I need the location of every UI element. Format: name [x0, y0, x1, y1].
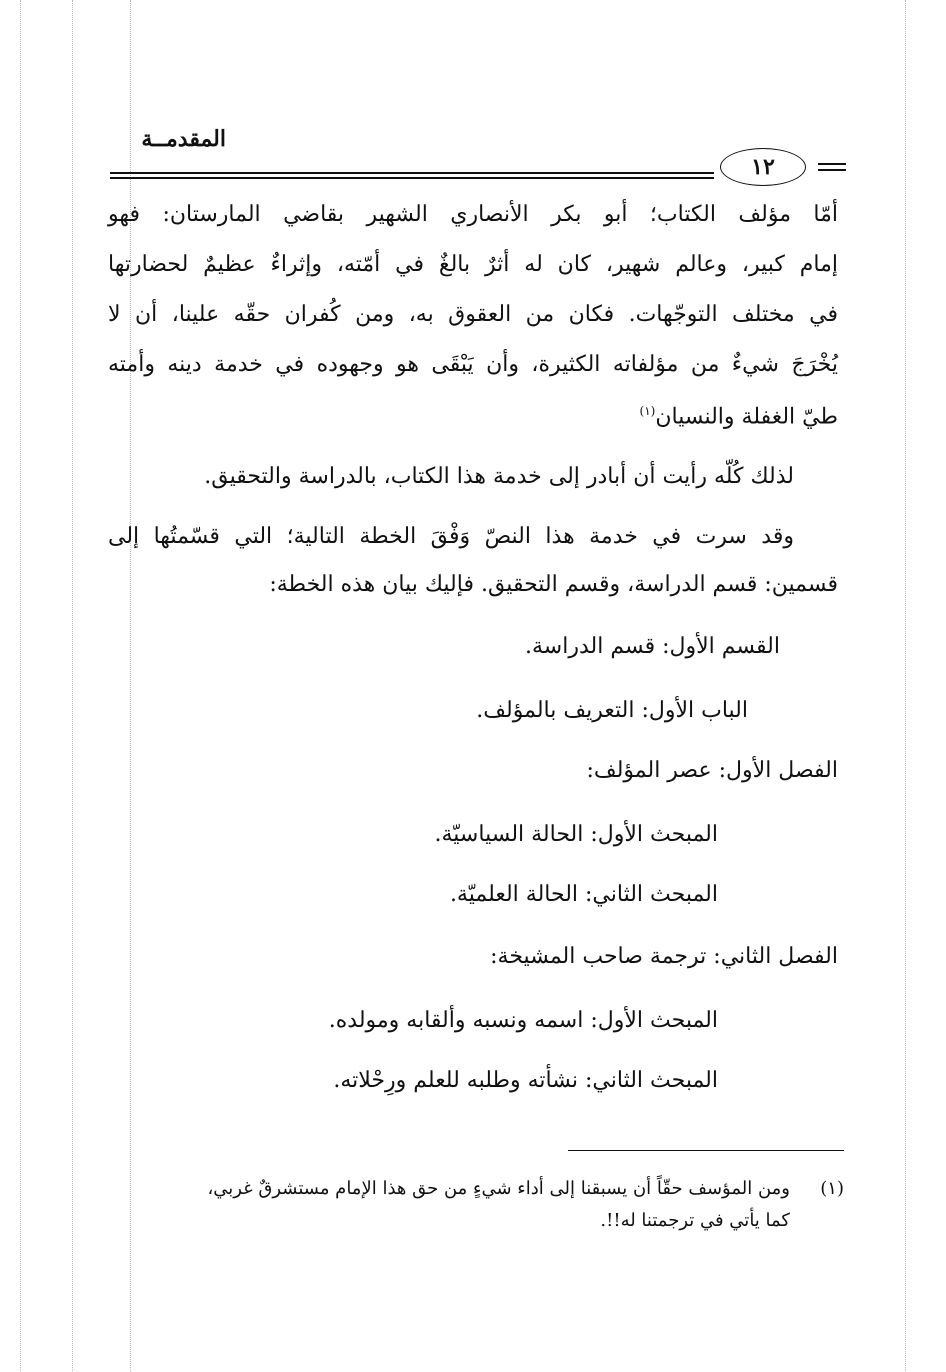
body-line-7: وقد سرت في خدمة هذا النصّ وَفْقَ الخطة التالية؛ التي قسّمتُها إلى	[108, 524, 794, 549]
footnote-line-1: ومن المؤسف حقّاً أن يسبقنا إلى أداء شيءٍ من حق هذا الإمام مستشرقٌ غربي،	[207, 1178, 790, 1199]
outline-part-1: القسم الأول: قسم الدراسة.	[525, 634, 780, 659]
header-rule-bottom	[110, 177, 714, 179]
header-rule-top	[110, 172, 714, 174]
body-line-8: قسمين: قسم الدراسة، وقسم التحقيق. فإليك بيان هذه الخطة:	[269, 572, 838, 597]
outline-section-2: الفصل الثاني: ترجمة صاحب المشيخة:	[490, 944, 838, 969]
body-line-6: لذلك كُلّه رأيت أن أبادر إلى خدمة هذا الكتاب، بالدراسة والتحقيق.	[204, 464, 794, 489]
body-line-5	[640, 396, 839, 432]
outline-chapter-1: الباب الأول: التعريف بالمؤلف.	[476, 698, 748, 723]
outline-subsection-1-2: المبحث الثاني: الحالة العلميّة.	[449, 882, 718, 907]
scan-dots-left-2	[72, 0, 73, 1372]
body-line-1: أمّا مؤلف الكتاب؛ أبو بكر الأنصاري الشهير بقاضي المارستان: فهو	[108, 202, 838, 227]
running-title: المقدمــة	[141, 126, 226, 152]
header-rule-right-2	[818, 169, 846, 171]
scan-dots-right	[905, 0, 906, 1372]
outline-subsection-2-2: المبحث الثاني: نشأته وطلبه للعلم ورِحْلاته.	[333, 1068, 718, 1093]
body-line-4: يُخْرَجَ شيءٌ من مؤلفاته الكثيرة، وأن يَبْقَى هو وجهوده في خدمة دينه وأمته	[108, 352, 838, 377]
outline-section-1: الفصل الأول: عصر المؤلف:	[586, 758, 838, 783]
footnote-marker: (١)	[820, 1178, 844, 1199]
page-number: ١٢	[720, 148, 806, 186]
body-line-3: في مختلف التوجّهات. فكان من العقوق به، ومن كُفران حقّه علينا، أن لا	[108, 302, 838, 327]
body-line-5-text: طيّ الغفلة والنسيان	[655, 404, 838, 430]
outline-subsection-1-1: المبحث الأول: الحالة السياسيّة.	[434, 822, 718, 847]
scan-dots-left	[20, 0, 21, 1372]
footnote-rule	[568, 1150, 844, 1151]
footnote-line-2: كما يأتي في ترجمتنا له!!.	[600, 1210, 790, 1231]
outline-subsection-2-1: المبحث الأول: اسمه ونسبه وألقابه ومولده.	[328, 1008, 718, 1033]
body-line-2: إمام كبير، وعالم شهير، كان له أثرٌ بالغٌ في أمّته، وإثراءٌ عظيمٌ لحضارتها	[108, 252, 838, 277]
footnote-reference: (١)	[639, 404, 656, 418]
header-rule-right-1	[818, 163, 846, 165]
